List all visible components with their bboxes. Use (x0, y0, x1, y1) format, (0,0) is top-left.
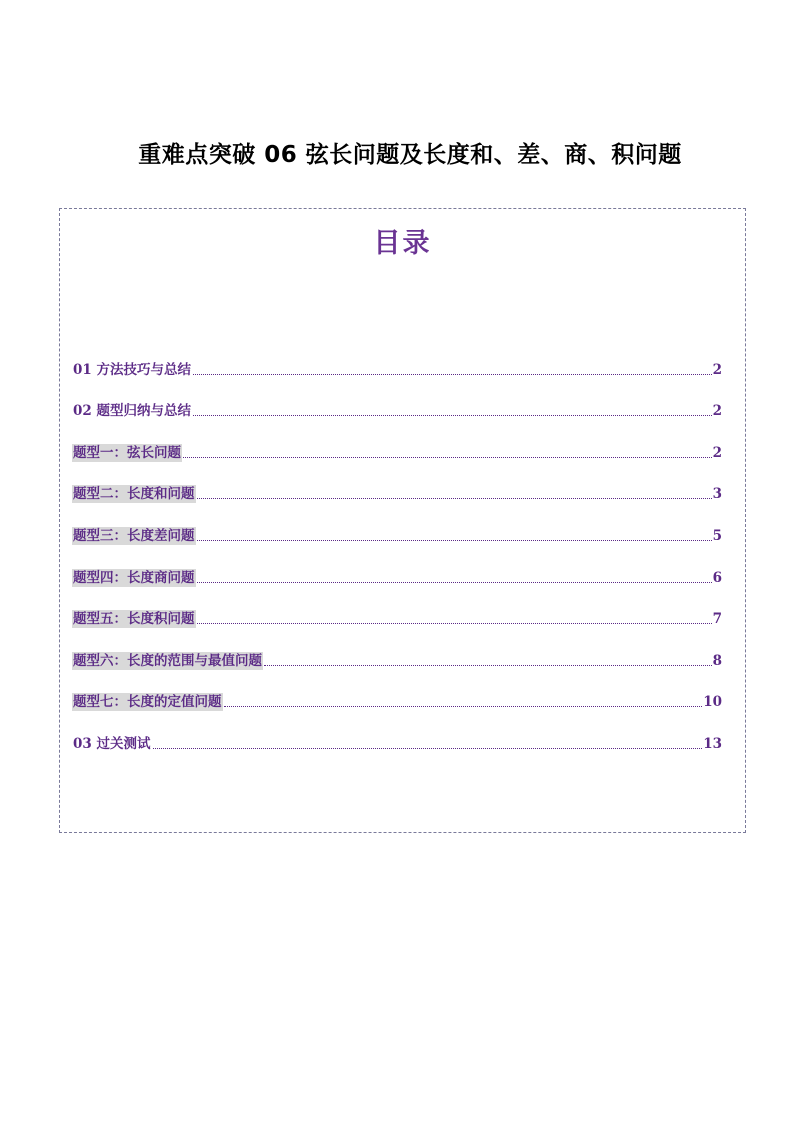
toc-entry-page: 7 (712, 611, 722, 628)
toc-entry-label: 题型五：长度积问题 (73, 611, 195, 628)
toc-leader-dots (264, 664, 712, 666)
toc-entry-label: 题型七：长度的定值问题 (73, 694, 222, 711)
toc-entry-label: 03 过关测试 (73, 735, 151, 752)
toc-entry-page: 5 (712, 527, 722, 544)
toc-entry-label: 题型三：长度差问题 (73, 527, 195, 544)
table-of-contents (59, 208, 746, 833)
toc-entry-label: 01 方法技巧与总结 (73, 361, 191, 378)
toc-entry-label: 02 题型归纳与总结 (73, 403, 191, 420)
toc-leader-dots (197, 539, 712, 541)
toc-leader-dots (224, 705, 703, 707)
toc-leader-dots (197, 497, 712, 499)
toc-entry[interactable] (72, 503, 722, 545)
toc-entry-page: 8 (712, 652, 722, 669)
toc-entry-label: 题型四：长度商问题 (73, 569, 195, 586)
toc-entry[interactable] (72, 670, 722, 712)
toc-entry-label: 题型一：弦长问题 (73, 444, 181, 461)
toc-leader-dots (193, 414, 712, 416)
toc-entry-label: 题型六：长度的范围与最值问题 (73, 652, 262, 669)
toc-leader-dots (193, 373, 712, 375)
toc-entry-page: 13 (703, 735, 722, 752)
toc-entry-page: 2 (712, 444, 722, 461)
toc-entry[interactable] (72, 420, 722, 462)
toc-leader-dots (197, 581, 712, 583)
toc-heading: 目录 (373, 228, 432, 259)
toc-leader-dots (153, 747, 703, 749)
toc-leader-dots (183, 456, 712, 458)
toc-entry-page: 2 (712, 403, 722, 420)
toc-entry[interactable] (72, 379, 722, 421)
toc-entry[interactable] (72, 628, 722, 670)
toc-entry-page: 10 (703, 694, 722, 711)
toc-entry-page: 2 (712, 361, 722, 378)
toc-entry-label: 题型二：长度和问题 (73, 486, 195, 503)
toc-entry[interactable] (72, 462, 722, 504)
toc-entry[interactable] (72, 587, 722, 629)
toc-entry-page: 3 (712, 486, 722, 503)
toc-list (72, 337, 722, 753)
toc-entry[interactable] (72, 711, 722, 753)
toc-entry-page: 6 (712, 569, 722, 586)
toc-leader-dots (197, 622, 712, 624)
toc-entry[interactable] (72, 337, 722, 379)
toc-entry[interactable] (72, 545, 722, 587)
page-title: 重难点突破 06 弦长问题及长度和、差、商、积问题 (138, 142, 682, 168)
